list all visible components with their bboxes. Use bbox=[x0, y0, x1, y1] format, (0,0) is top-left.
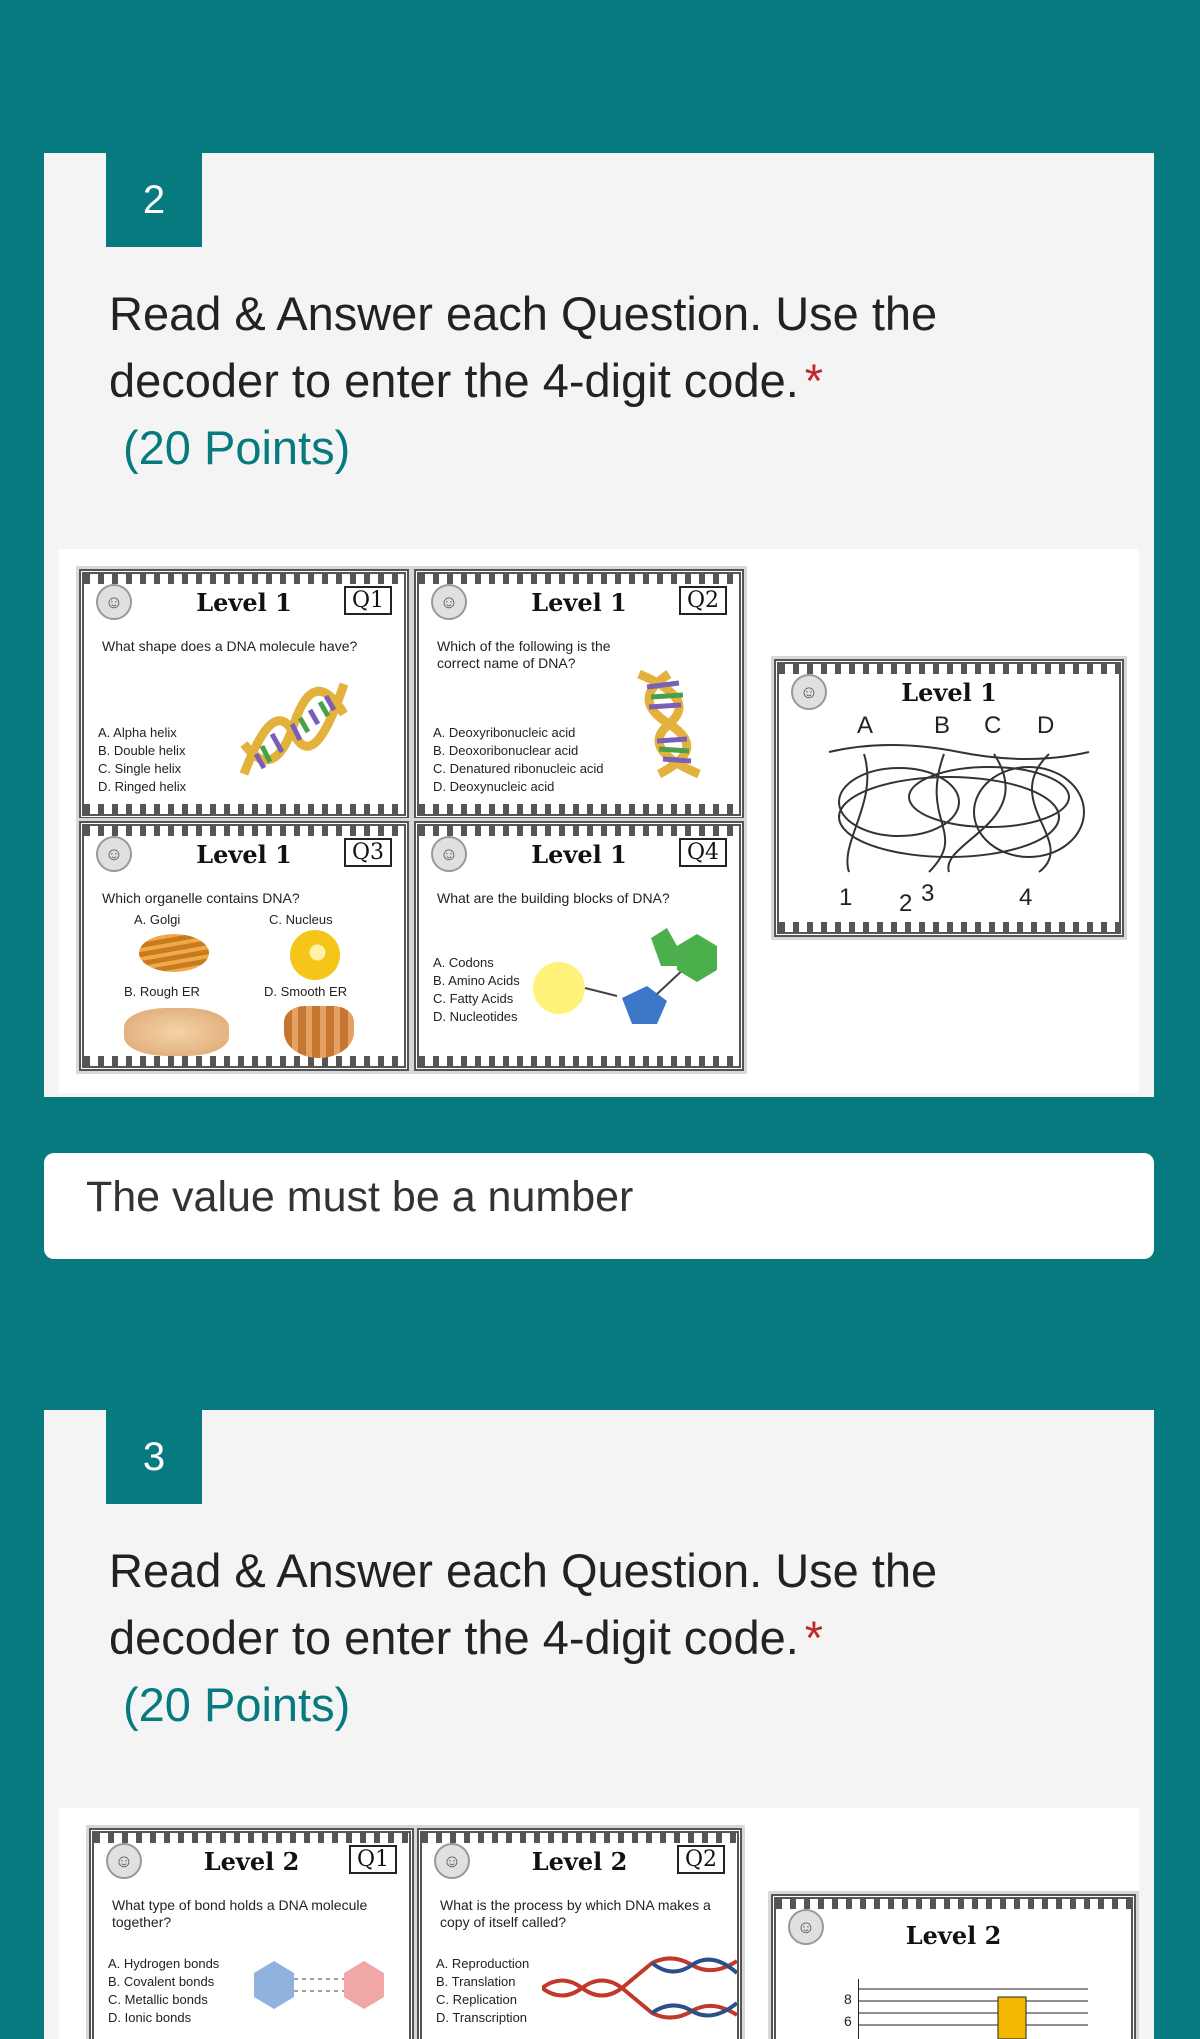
smooth-er-icon bbox=[284, 1006, 354, 1058]
option: B. Double helix bbox=[98, 743, 186, 758]
card-options bbox=[98, 724, 186, 796]
question-title bbox=[109, 1537, 1109, 1738]
card-level: Level 1 bbox=[901, 678, 997, 707]
bar-chart-graphic bbox=[858, 1979, 1118, 2039]
card-question: What shape does a DNA molecule have? bbox=[102, 638, 358, 654]
quiz-card-q1 bbox=[89, 1828, 414, 2039]
option: D. Ionic bonds bbox=[108, 2010, 192, 2025]
maze-number: 1 bbox=[839, 884, 853, 911]
option: A. Deoxyribonucleic acid bbox=[433, 725, 576, 740]
dna-replication-icon bbox=[542, 1943, 742, 2033]
card-question: What are the building blocks of DNA? bbox=[437, 890, 670, 906]
tooth-logo-icon: ☺ bbox=[788, 1909, 824, 1945]
card-options bbox=[108, 1955, 219, 2027]
maze-letter: B bbox=[934, 712, 951, 739]
question-card-3 bbox=[44, 1410, 1154, 2039]
maze-number: 2 bbox=[899, 890, 913, 917]
quiz-card-q4 bbox=[414, 821, 744, 1071]
required-asterisk: * bbox=[804, 354, 824, 407]
card-level: Level 2 bbox=[531, 1847, 628, 1876]
option: B. Deoxoribonuclear acid bbox=[433, 743, 579, 758]
maze-letter: D bbox=[1037, 712, 1055, 739]
option: B. Translation bbox=[436, 1974, 516, 1989]
question-title bbox=[109, 280, 1109, 481]
nucleus-icon bbox=[290, 930, 340, 980]
tooth-logo-icon: ☺ bbox=[431, 836, 467, 872]
tooth-logo-icon: ☺ bbox=[434, 1843, 470, 1879]
card-question-number: Q1 bbox=[344, 586, 392, 615]
option: B. Amino Acids bbox=[433, 973, 520, 988]
maze-letter: A bbox=[857, 712, 874, 739]
card-question: Which organelle contains DNA? bbox=[102, 890, 300, 906]
chain-border bbox=[419, 804, 739, 814]
card-question: What type of bond holds a DNA molecule together? bbox=[112, 1897, 368, 1930]
option: B. Covalent bonds bbox=[108, 1974, 215, 1989]
option: A. Codons bbox=[433, 955, 494, 970]
chart-tick: 6 bbox=[844, 2013, 852, 2029]
golgi-icon bbox=[139, 934, 209, 972]
card-level: Level 2 bbox=[203, 1847, 300, 1876]
quiz-card-q1 bbox=[79, 569, 409, 819]
card-options bbox=[436, 1955, 529, 2027]
option: B. Rough ER bbox=[124, 984, 200, 999]
chain-border bbox=[419, 1056, 739, 1066]
tooth-logo-icon: ☺ bbox=[791, 674, 827, 710]
tooth-logo-icon: ☺ bbox=[96, 836, 132, 872]
maze-lines bbox=[819, 742, 1099, 877]
card-question-number: Q2 bbox=[677, 1845, 725, 1874]
card-question-number: Q1 bbox=[349, 1845, 397, 1874]
base-pair-icon bbox=[234, 1943, 414, 2033]
answer-input[interactable] bbox=[44, 1153, 1154, 1259]
option: C. Single helix bbox=[98, 761, 182, 776]
card-question-number: Q4 bbox=[679, 838, 727, 867]
card-level: Level 1 bbox=[531, 588, 627, 617]
chain-border bbox=[419, 574, 739, 584]
chain-border bbox=[422, 1833, 737, 1843]
option: A. Golgi bbox=[134, 912, 181, 927]
card-options bbox=[433, 724, 604, 796]
card-level: Level 1 bbox=[531, 840, 627, 869]
quiz-card-q2 bbox=[414, 569, 744, 819]
question-image bbox=[59, 1808, 1139, 2039]
tooth-logo-icon: ☺ bbox=[431, 584, 467, 620]
card-level: Level 2 bbox=[905, 1921, 1002, 1950]
option: A. Reproduction bbox=[436, 1956, 530, 1971]
maze-number: 3 bbox=[921, 880, 935, 907]
option: D. Smooth ER bbox=[264, 984, 348, 999]
option: D. Transcription bbox=[436, 2010, 528, 2025]
question-text: Read & Answer each Question. Use the decoder to enter the 4-digit code. bbox=[109, 1544, 938, 1664]
nucleotide-icon bbox=[527, 906, 737, 1056]
card-level: Level 1 bbox=[196, 840, 292, 869]
chain-border bbox=[84, 804, 404, 814]
rough-er-icon bbox=[124, 1008, 229, 1056]
question-text: Read & Answer each Question. Use the decoder to enter the 4-digit code. bbox=[109, 287, 938, 407]
card-question: What is the process by which DNA makes a copy of itself called? bbox=[440, 1897, 711, 1930]
chain-border bbox=[779, 664, 1119, 674]
card-options bbox=[433, 954, 520, 1026]
card-question-number: Q3 bbox=[344, 838, 392, 867]
maze-number: 4 bbox=[1019, 884, 1033, 911]
option: D. Deoxynucleic acid bbox=[433, 779, 555, 794]
dna-helix-icon bbox=[234, 674, 354, 784]
option: C. Replication bbox=[436, 1992, 517, 2007]
card-level: Level 1 bbox=[196, 588, 292, 617]
chain-border bbox=[419, 826, 739, 836]
option: C. Metallic bonds bbox=[108, 1992, 208, 2007]
card-question: Which of the following is the correct name of DNA? bbox=[437, 638, 611, 671]
chain-border bbox=[84, 826, 404, 836]
option: A. Alpha helix bbox=[98, 725, 177, 740]
question-card-2 bbox=[44, 153, 1154, 1097]
chain-border bbox=[84, 1056, 404, 1066]
chain-border bbox=[84, 574, 404, 584]
quiz-card-q2 bbox=[417, 1828, 742, 2039]
option: C. Nucleus bbox=[269, 912, 333, 927]
decoder-chart bbox=[771, 1894, 1136, 2039]
chain-border bbox=[94, 1833, 409, 1843]
dna-helix-icon bbox=[609, 669, 729, 779]
question-number-badge: 2 bbox=[106, 153, 202, 247]
required-asterisk: * bbox=[804, 1611, 824, 1664]
option: D. Ringed helix bbox=[98, 779, 187, 794]
chain-border bbox=[779, 922, 1119, 932]
tooth-logo-icon: ☺ bbox=[96, 584, 132, 620]
quiz-card-q3 bbox=[79, 821, 409, 1071]
option: D. Nucleotides bbox=[433, 1009, 518, 1024]
decoder-maze bbox=[774, 659, 1124, 937]
question-points: (20 Points) bbox=[123, 1678, 351, 1731]
question-image bbox=[59, 549, 1139, 1093]
chain-border bbox=[776, 1899, 1131, 1909]
option: C. Denatured ribonucleic acid bbox=[433, 761, 604, 776]
question-number-badge: 3 bbox=[106, 1410, 202, 1504]
card-question-number: Q2 bbox=[679, 586, 727, 615]
tooth-logo-icon: ☺ bbox=[106, 1843, 142, 1879]
option: A. Hydrogen bonds bbox=[108, 1956, 220, 1971]
validation-message: The value must be a number bbox=[86, 1173, 634, 1221]
chart-tick: 8 bbox=[844, 1991, 852, 2007]
question-points: (20 Points) bbox=[123, 421, 351, 474]
maze-letter: C bbox=[984, 712, 1002, 739]
option: C. Fatty Acids bbox=[433, 991, 514, 1006]
